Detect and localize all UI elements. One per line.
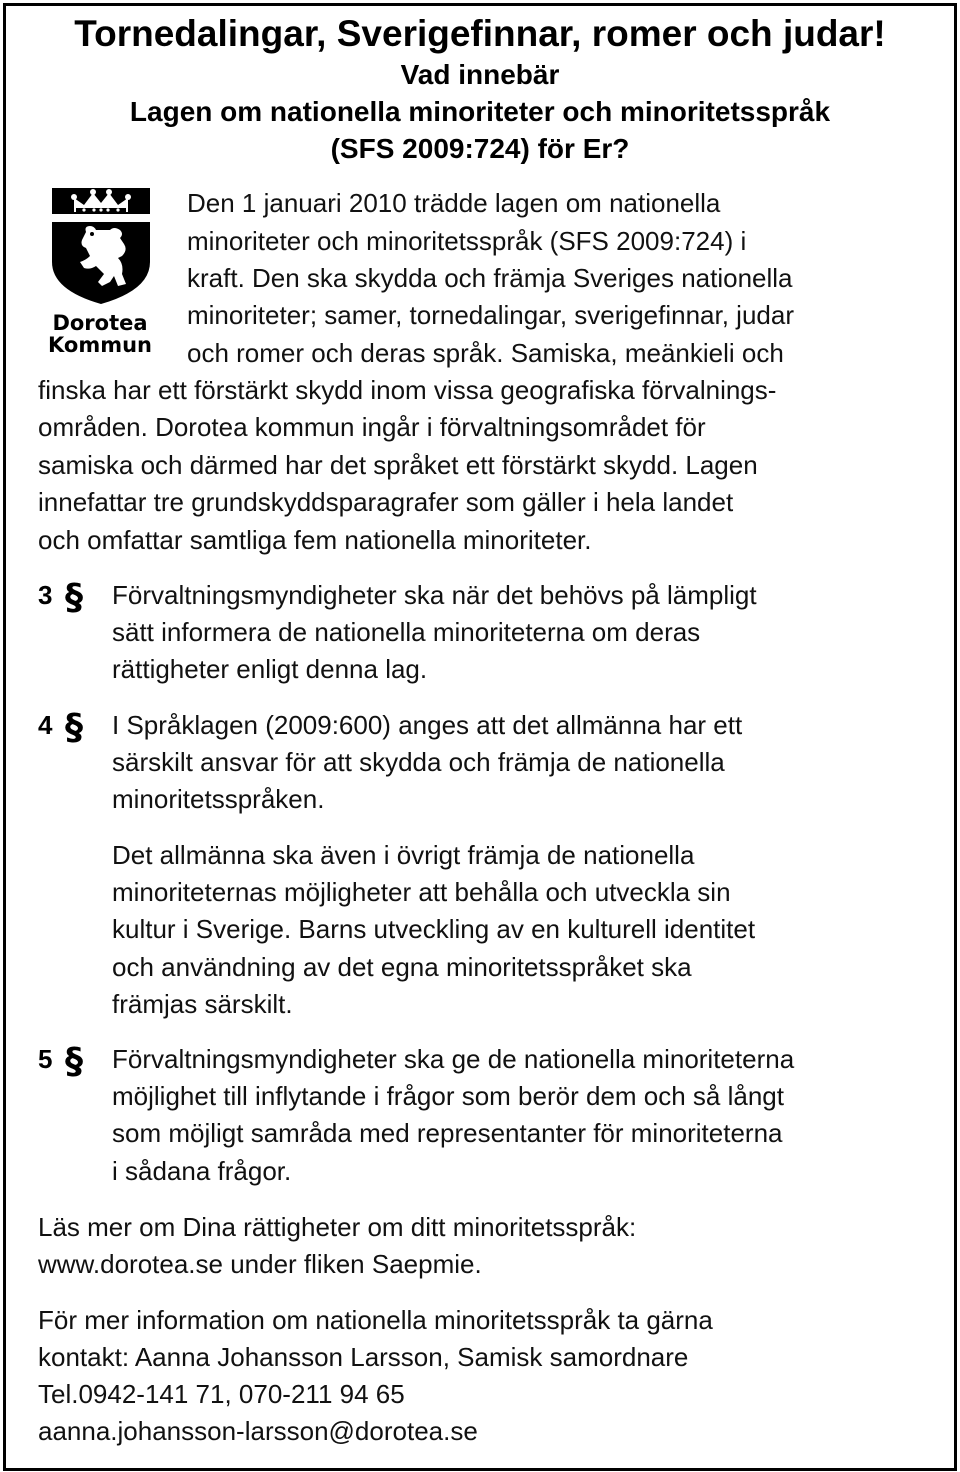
section-line: Det allmänna ska även i övrigt främja de nationella (112, 840, 695, 870)
intro-line: och romer och deras språk. Samiska, meänkieli och (187, 338, 784, 368)
logo-text-dorotea: Dorotea (52, 311, 148, 335)
intro-line: minoriteter; samer, tornedalingar, sverigefinnar, judar (187, 300, 794, 330)
intro-line: innefattar tre grundskyddsparagrafer som gäller i hela landet (38, 487, 734, 517)
read-more-line: Läs mer om Dina rättigheter om ditt minoritetsspråk: (38, 1212, 637, 1242)
section-line: sätt informera de nationella minoriteterna om deras (112, 617, 701, 647)
contact-email-link[interactable]: aanna.johansson-larsson@dorotea.se (38, 1416, 478, 1446)
section-line: som möjligt samråda med representanter för minoriteterna (112, 1118, 783, 1148)
section-number: 3 (38, 580, 53, 610)
subtitle-line-2: Lagen om nationella minoriteter och minoritetsspråk (129, 96, 831, 127)
section-line: minoritetsspråken. (112, 784, 325, 814)
intro-line: och omfattar samtliga fem nationella minoriteter. (38, 525, 592, 555)
section-line: Förvaltningsmyndigheter ska när det behövs på lämpligt (112, 580, 757, 610)
section-line: I Språklagen (2009:600) anges att det allmänna har ett (112, 710, 743, 740)
section-line: och användning av det egna minoritetsspråket ska (112, 952, 692, 982)
subtitle-line-3: (SFS 2009:724) för Er? (330, 133, 630, 164)
section-line: särskilt ansvar för att skydda och främja de nationella (112, 747, 725, 777)
section-line: minoriteternas möjligheter att behålla och utveckla sin (112, 877, 731, 907)
intro-line: samiska och därmed har det språket ett förstärkt skydd. Lagen (38, 450, 758, 480)
svg-text:§: § (65, 578, 83, 618)
svg-text:§: § (65, 1042, 83, 1082)
section-number: 5 (38, 1044, 53, 1074)
page-title: Tornedalingar, Sverigefinnar, romer och judar! (74, 13, 886, 54)
intro-line: kraft. Den ska skydda och främja Sveriges nationella (187, 263, 793, 293)
section-line: kultur i Sverige. Barns utveckling av en kulturell identitet (112, 914, 756, 944)
contact-person: kontakt: Aanna Johansson Larsson, Samisk samordnare (38, 1342, 689, 1372)
intro-line: minoriteter och minoritetsspråk (SFS 2009:724) i (187, 226, 747, 256)
website-link[interactable]: www.dorotea.se under fliken Saepmie. (38, 1249, 482, 1279)
paragraph-icon (62, 578, 86, 618)
svg-text:§: § (65, 708, 83, 748)
dorotea-kommun-logo (40, 186, 160, 356)
section-line: främjas särskilt. (112, 989, 293, 1019)
intro-line: finska har ett förstärkt skydd inom vissa geografiska förvalnings- (38, 375, 777, 405)
section-line: möjlighet till inflytande i frågor som berör dem och så långt (112, 1081, 784, 1111)
section-line: Förvaltningsmyndigheter ska ge de nationella minoriteterna (112, 1044, 795, 1074)
section-line: i sådana frågor. (112, 1156, 292, 1186)
logo-text-kommun: Kommun (48, 333, 152, 357)
subtitle-line-1: Vad innebär (400, 59, 560, 90)
section-line: rättigheter enligt denna lag. (112, 654, 428, 684)
paragraph-icon (62, 708, 86, 748)
paragraph-icon (62, 1042, 86, 1082)
coat-of-arms-icon (40, 186, 160, 306)
contact-phone: Tel.0942-141 71, 070-211 94 65 (38, 1379, 405, 1409)
contact-line: För mer information om nationella minoritetsspråk ta gärna (38, 1305, 713, 1335)
intro-line: områden. Dorotea kommun ingår i förvaltningsområdet för (38, 412, 706, 442)
section-number: 4 (38, 710, 53, 740)
intro-line: Den 1 januari 2010 trädde lagen om nationella (187, 188, 721, 218)
